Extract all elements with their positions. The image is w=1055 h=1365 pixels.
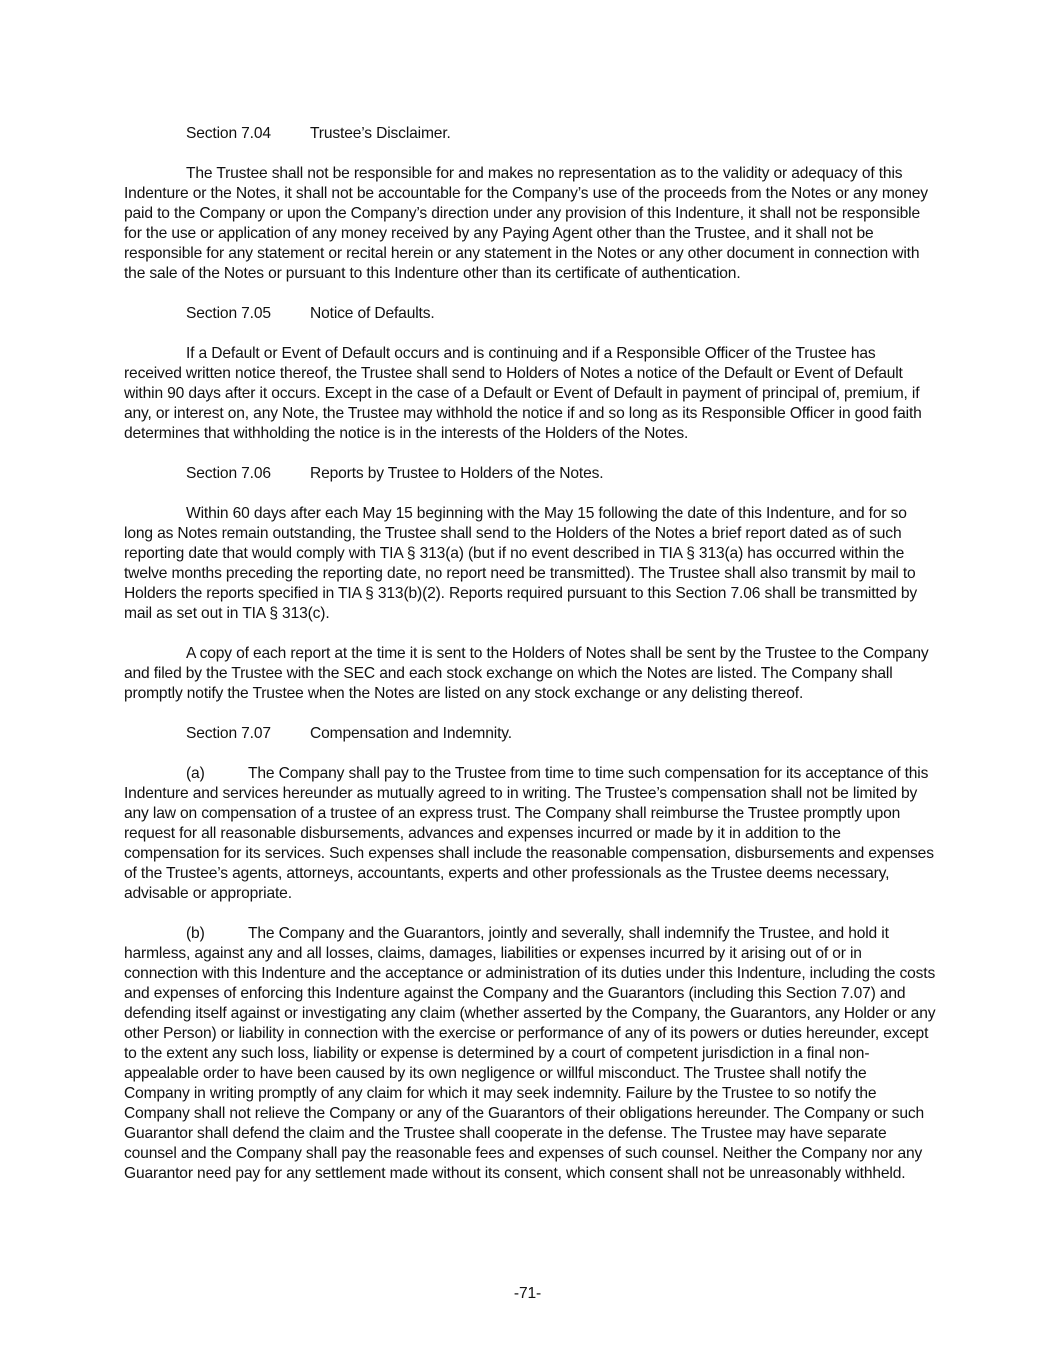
section-7-06-body-2 — [124, 644, 936, 704]
section-7-04-body — [124, 164, 936, 284]
paragraph: If a Default or Event of Default occurs and is continuing and if a Responsible Officer of the Trustee has received written notice thereof, the Trustee shall send to Holders of Notes a notice of the Default or Event of Default within 90 days after it occurs. Except in the case of a Default or Event of Default in payment of principal of, premium, if any, or interest on, any Note, the Trustee may withhold the notice if and so long as its Responsible Officer in good faith determines that withholding the notice is in the interests of the Holders of the Notes. — [124, 345, 922, 442]
subsection-text: The Company shall pay to the Trustee from time to time such compensation for its acceptance of this Indenture and services hereunder as mutually agreed to in writing. The Trustee’s compensation shall not be limited by any law on compensation of a trustee of an express trust. The Company shall reimburse the Trustee promptly upon request for all reasonable disbursements, advances and expenses incurred or made by it in addition to the compensation for its services. Such expenses shall include the reasonable compensation, disbursements and expenses of the Trustee’s agents, attorneys, accountants, experts and other professionals as the Trustee deems necessary, advisable or appropriate. — [124, 765, 934, 902]
page-number: -71- — [513, 1285, 542, 1302]
section-heading-7-05 — [186, 304, 435, 324]
section-7-07-subsection-a — [124, 764, 936, 904]
section-number: Section 7.07 — [186, 725, 271, 742]
section-7-05-body — [124, 344, 936, 444]
section-number: Section 7.06 — [186, 465, 271, 482]
paragraph: Within 60 days after each May 15 beginning with the May 15 following the date of this Indenture, and for so long as Notes remain outstanding, the Trustee shall send to the Holders of the Notes a brief report dated as of such reporting date that would comply with TIA § 313(a) (but if no event described in TIA § 313(a) has occurred within the twelve months preceding the reporting date, no report need be transmitted). The Trustee shall also transmit by mail to Holders the reports specified in TIA § 313(b)(2). Reports required pursuant to this Section 7.06 shall be transmitted by mail as set out in TIA § 313(c). — [124, 505, 918, 622]
section-number: Section 7.05 — [186, 305, 271, 322]
section-title: Reports by Trustee to Holders of the Notes. — [310, 465, 604, 482]
section-title: Trustee’s Disclaimer. — [310, 125, 451, 142]
section-heading-7-07 — [186, 724, 512, 744]
section-title: Notice of Defaults. — [310, 305, 435, 322]
subsection-text: The Company and the Guarantors, jointly and severally, shall indemnify the Trustee, and hold it harmless, against any and all losses, claims, damages, liabilities or expenses incurred by it arising out of or in connection with this Indenture and the acceptance or administration of its duties under this Indenture, including the costs and expenses of enforcing this Indenture against the Company and the Guarantors (including this Section 7.07) and defending itself against or investigating any claim (whether asserted by the Company, the Guarantors, any Holder or any other Person) or liability in connection with the exercise or performance of any of its powers or duties hereunder, except to the extent any such loss, liability or expense is determined by a court of competent jurisdiction in a final non-appealable order to have been caused by its own negligence or willful misconduct. The Trustee shall notify the Company in writing promptly of any claim for which it may seek indemnity. Failure by the Trustee to so notify the Company shall not relieve the Company or any of the Guarantors of their obligations hereunder. The Company or such Guarantor shall defend the claim and the Trustee shall cooperate in the defense. The Trustee may have separate counsel and the Company shall pay the reasonable fees and expenses of such counsel. Neither the Company nor any Guarantor need pay for any settlement made without its consent, which consent shall not be unreasonably withheld. — [124, 925, 936, 1182]
subsection-label: (b) — [186, 925, 205, 942]
section-number: Section 7.04 — [186, 125, 271, 142]
section-7-06-body-1 — [124, 504, 936, 624]
section-7-07-subsection-b — [124, 924, 936, 1184]
paragraph — [124, 764, 936, 904]
section-title: Compensation and Indemnity. — [310, 725, 512, 742]
section-heading-7-04 — [186, 124, 451, 144]
subsection-label: (a) — [186, 765, 205, 782]
paragraph: The Trustee shall not be responsible for and makes no representation as to the validity or adequacy of this Indenture or the Notes, it shall not be accountable for the Company’s use of the proceeds from the Notes or any money paid to the Company or upon the Company’s direction under any provision of this Indenture, it shall not be responsible for the use or application of any money received by any Paying Agent other than the Trustee, and it shall not be responsible for any statement or recital herein or any statement in the Notes or any other document in connection with the sale of the Notes or pursuant to this Indenture other than its certificate of authentication. — [124, 165, 928, 282]
paragraph: A copy of each report at the time it is sent to the Holders of Notes shall be sent by the Trustee to the Company and filed by the Trustee with the SEC and each stock exchange on which the Notes are listed. The Company shall promptly notify the Trustee when the Notes are listed on any stock exchange or any delisting thereof. — [124, 645, 929, 702]
paragraph — [124, 924, 936, 1184]
section-heading-7-06 — [186, 464, 603, 484]
